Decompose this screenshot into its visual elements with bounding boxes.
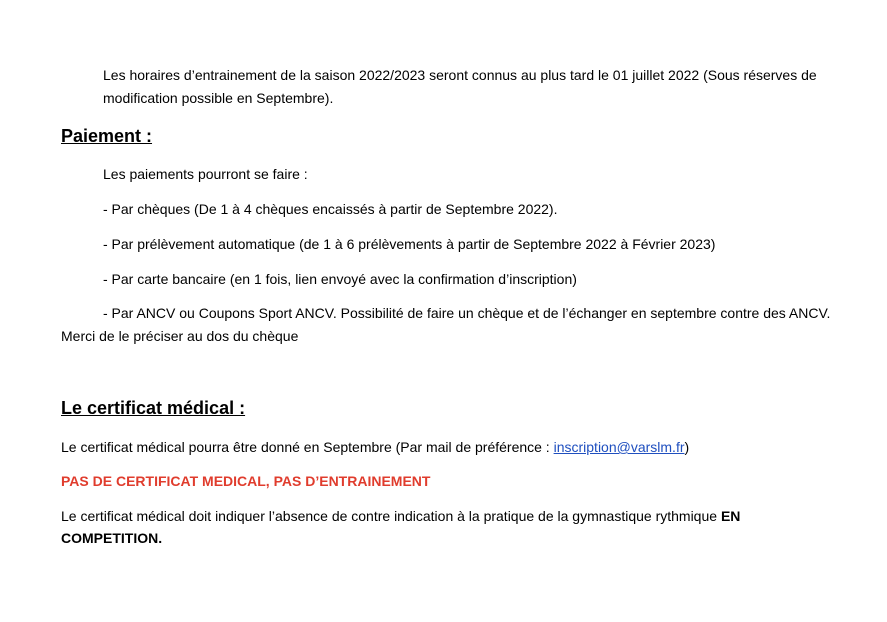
medical-submission-line [61,437,689,457]
payment-heading: Paiement : [61,126,153,146]
medical-submission-suffix: ) [684,439,690,455]
payment-ancv-continuation: Merci de le préciser au dos du chèque [61,328,299,344]
medical-requirement-line-1 [61,506,740,526]
payment-item-card: - Par carte bancaire (en 1 fois, lien envoyé avec la confirmation d’inscription) [103,271,577,287]
medical-warning: PAS DE CERTIFICAT MEDICAL, PAS D’ENTRAINEMENT [61,473,431,489]
medical-requirement-emphasis-2: COMPETITION. [61,530,163,546]
schedule-line-2: modification possible en Septembre). [103,90,334,106]
payment-item-direct-debit: - Par prélèvement automatique (de 1 à 6 prélèvements à partir de Septembre 2022 à Février 2023) [103,236,716,252]
payment-intro: Les paiements pourront se faire : [103,166,308,182]
medical-requirement-text: Le certificat médical doit indiquer l’absence de contre indication à la pratique de la gymnastique rythmique [61,508,721,524]
payment-item-cheque: - Par chèques (De 1 à 4 chèques encaissés à partir de Septembre 2022). [103,201,558,217]
schedule-line-1: Les horaires d’entrainement de la saison 2022/2023 seront connus au plus tard le 01 juillet 2022 (Sous réserves de [103,67,817,83]
medical-requirement-emphasis-1: EN [720,508,741,524]
medical-submission-text: Le certificat médical pourra être donné en Septembre (Par mail de préférence : [61,439,554,455]
medical-heading: Le certificat médical : [61,398,246,418]
payment-item-ancv: - Par ANCV ou Coupons Sport ANCV. Possibilité de faire un chèque et de l’échanger en septembre contre des ANCV. [103,305,831,321]
email-link[interactable]: inscription@varslm.fr [553,439,685,455]
